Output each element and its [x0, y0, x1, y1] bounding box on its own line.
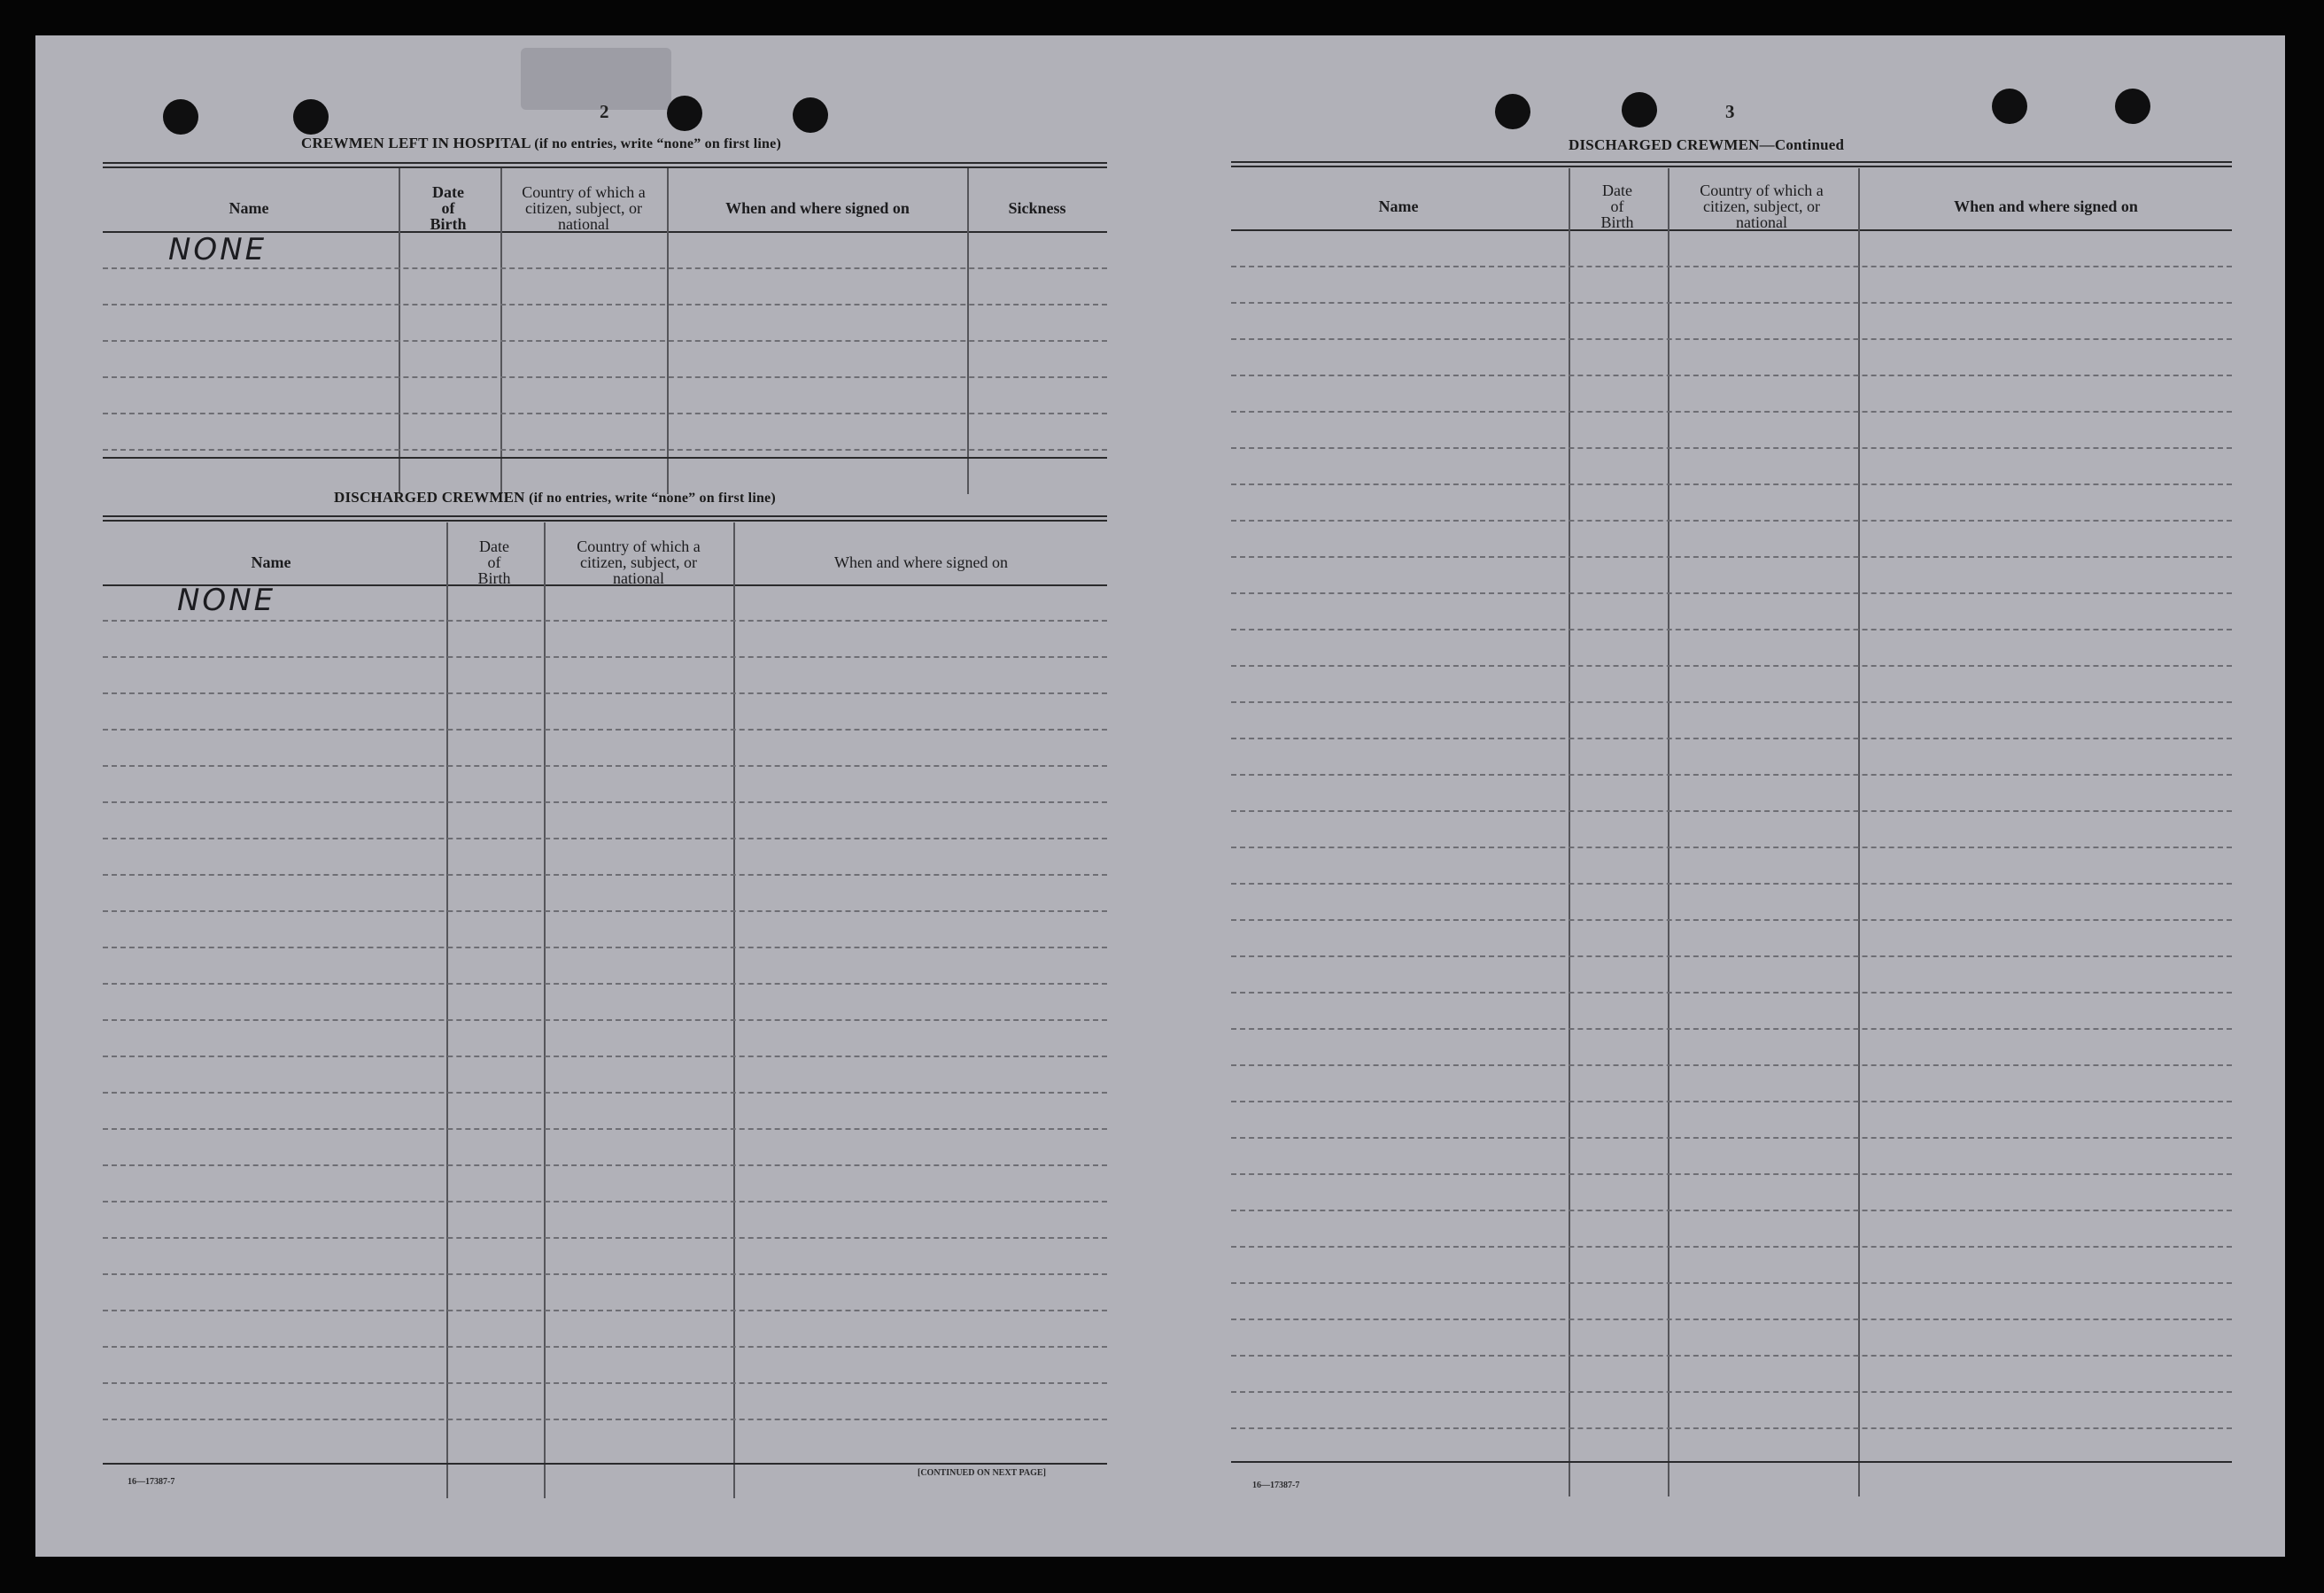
ledger-row-line: [1231, 375, 2232, 376]
punch-hole: [2115, 89, 2150, 124]
form-number: 16—17387-7: [128, 1477, 175, 1487]
ledger-row-line: [1231, 1173, 2232, 1175]
discharged-col-name: Name: [251, 553, 291, 571]
ledger-row-line: [1231, 883, 2232, 885]
discharged-col-signed: When and where signed on: [834, 553, 1008, 571]
ledger-row-line: [1231, 1101, 2232, 1102]
right-col-signed: When and where signed on: [1954, 197, 2138, 215]
ledger-row-line: [1231, 338, 2232, 340]
ledger-row-line: [103, 1346, 1107, 1348]
ledger-row-line: [103, 1128, 1107, 1130]
ledger-row-line: [1231, 1282, 2232, 1284]
ledger-row-line: [103, 656, 1107, 658]
punch-hole: [1495, 94, 1530, 129]
ledger-row-line: [103, 1201, 1107, 1202]
ledger-row-line: [1231, 1318, 2232, 1320]
ledger-row-line: [1231, 1355, 2232, 1357]
ledger-row-line: [1231, 1246, 2232, 1248]
ledger-row-line: [1231, 955, 2232, 957]
hospital-col-country: Country of which a citizen, subject, or national: [522, 183, 646, 233]
ledger-row-line: [1231, 520, 2232, 522]
right-col-divider: [1569, 168, 1570, 1496]
hospital-col-name: Name: [229, 199, 269, 217]
ledger-row-line: [103, 801, 1107, 803]
discharged-title-text: DISCHARGED CREWMEN: [334, 489, 525, 506]
discharged-section-title: [334, 489, 776, 507]
hospital-col-divider: [399, 168, 400, 494]
ledger-row-line: [1231, 1064, 2232, 1066]
ledger-row-line: [103, 1310, 1107, 1311]
hospital-handwritten-entry: NONE: [168, 232, 267, 267]
punch-hole: [1992, 89, 2027, 124]
ledger-row-line: [103, 692, 1107, 694]
ledger-row-line: [1231, 665, 2232, 667]
hospital-col-birth: Date of Birth: [430, 183, 467, 233]
ledger-row-line: [1231, 556, 2232, 558]
hospital-col-divider: [667, 168, 669, 494]
discharged-col-divider: [733, 522, 735, 1498]
hospital-col-signed: When and where signed on: [725, 199, 910, 217]
ledger-row-line: [1231, 810, 2232, 812]
ledger-row-line: [103, 267, 1107, 269]
ledger-row-line: [1231, 1391, 2232, 1393]
ledger-row-line: [1231, 411, 2232, 413]
ledger-row-line: [103, 1237, 1107, 1239]
ledger-row-line: [1231, 266, 2232, 267]
hospital-section-title: [301, 135, 781, 152]
form-number: 16—17387-7: [1252, 1481, 1300, 1490]
ledger-row-line: [103, 1019, 1107, 1021]
punch-hole: [1622, 92, 1657, 128]
punch-hole: [163, 99, 198, 135]
ledger-row-line: [103, 304, 1107, 305]
ledger-row-line: [1231, 1427, 2232, 1429]
ledger-row-line: [103, 376, 1107, 378]
punch-hole: [293, 99, 329, 135]
ledger-row-line: [103, 947, 1107, 948]
ledger-row-line: [103, 413, 1107, 414]
ledger-row-line: [1231, 992, 2232, 994]
discharged-handwritten-entry: NONE: [177, 583, 276, 618]
right-bottom-rule: [1231, 1461, 2232, 1463]
ledger-row-line: [1231, 302, 2232, 304]
hospital-title-note: (if no entries, write “none” on first line): [534, 136, 781, 151]
hospital-top-rule: [103, 162, 1107, 168]
ledger-row-line: [1231, 1137, 2232, 1139]
hospital-bottom-rule: [103, 457, 1107, 459]
ledger-row-line: [1231, 1028, 2232, 1030]
ledger-row-line: [1231, 847, 2232, 848]
ledger-row-line: [103, 620, 1107, 622]
discharged-col-divider: [446, 522, 448, 1498]
hospital-col-divider: [500, 168, 502, 494]
discharged-bottom-rule: [103, 1463, 1107, 1465]
hospital-col-sickness: Sickness: [1008, 199, 1066, 217]
ledger-row-line: [103, 1419, 1107, 1420]
discharged-title-note: (if no entries, write “none” on first line): [529, 491, 776, 506]
ledger-row-line: [1231, 592, 2232, 594]
discharged-col-country: Country of which a citizen, subject, or national: [577, 537, 701, 587]
continued-note: [CONTINUED ON NEXT PAGE]: [918, 1468, 1046, 1478]
faded-stamp: [521, 48, 671, 110]
hospital-col-divider: [967, 168, 969, 494]
punch-hole: [793, 97, 828, 133]
ledger-row-line: [1231, 447, 2232, 449]
right-col-name: Name: [1378, 197, 1419, 215]
ledger-row-line: [1231, 919, 2232, 921]
ledger-row-line: [103, 1164, 1107, 1166]
ledger-row-line: [103, 910, 1107, 912]
ledger-row-line: [1231, 701, 2232, 703]
discharged-continued-title: DISCHARGED CREWMEN—Continued: [1569, 136, 1845, 153]
page-number: 3: [1725, 101, 1735, 122]
ledger-row-line: [103, 729, 1107, 731]
right-col-divider: [1858, 168, 1860, 1496]
document-sheet: [35, 35, 2285, 1557]
ledger-row-line: [103, 1092, 1107, 1094]
discharged-col-divider: [544, 522, 546, 1498]
ledger-row-line: [1231, 774, 2232, 776]
ledger-row-line: [103, 1273, 1107, 1275]
ledger-row-line: [103, 838, 1107, 839]
ledger-row-line: [103, 1382, 1107, 1384]
punch-hole: [667, 96, 702, 131]
right-col-country: Country of which a citizen, subject, or national: [1700, 182, 1824, 231]
ledger-row-line: [103, 983, 1107, 985]
ledger-row-line: [1231, 629, 2232, 630]
right-header-rule: [1231, 229, 2232, 231]
discharged-top-rule: [103, 515, 1107, 522]
ledger-row-line: [1231, 483, 2232, 485]
ledger-row-line: [103, 874, 1107, 876]
ledger-row-line: [1231, 738, 2232, 739]
ledger-row-line: [103, 1056, 1107, 1057]
discharged-col-birth: Date of Birth: [477, 537, 511, 587]
ledger-row-line: [103, 449, 1107, 451]
ledger-row-line: [1231, 1210, 2232, 1211]
right-top-rule: [1231, 161, 2232, 167]
right-col-birth: Date of Birth: [1600, 182, 1634, 231]
ledger-row-line: [103, 765, 1107, 767]
ledger-row-line: [103, 340, 1107, 342]
hospital-title-text: CREWMEN LEFT IN HOSPITAL: [301, 135, 531, 151]
right-col-divider: [1668, 168, 1669, 1496]
page-number: 2: [600, 101, 609, 122]
